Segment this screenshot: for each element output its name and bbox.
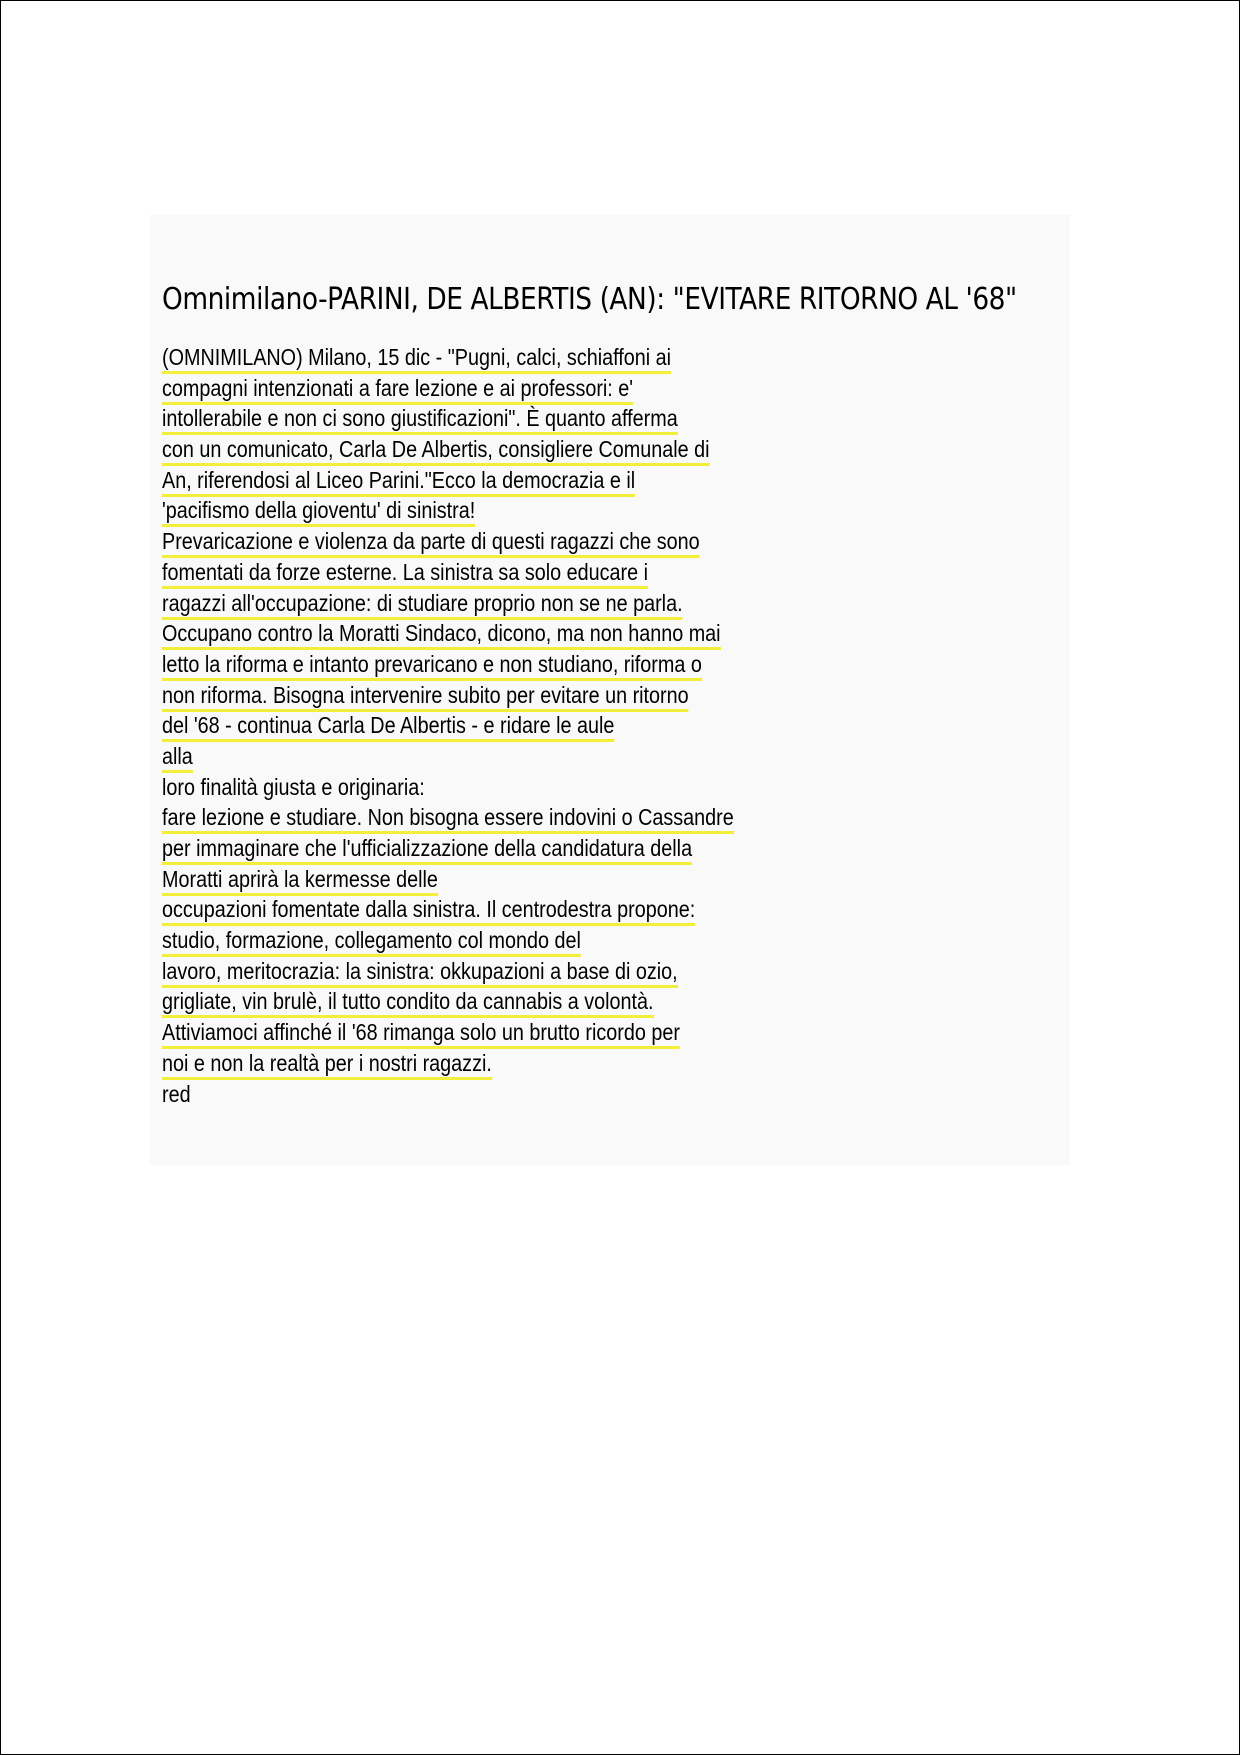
- signature-line: red: [162, 1080, 191, 1107]
- body-line: ragazzi all'occupazione: di studiare proprio non se ne parla.: [162, 589, 734, 620]
- body-line: An, riferendosi al Liceo Parini."Ecco la democrazia e il: [162, 466, 734, 497]
- body-line: fomentati da forze esterne. La sinistra sa solo educare i: [162, 558, 734, 589]
- body-line: fare lezione e studiare. Non bisogna essere indovini o Cassandre: [162, 803, 734, 834]
- body-line: loro finalità giusta e originaria:: [162, 773, 425, 800]
- body-line: Prevaricazione e violenza da parte di questi ragazzi che sono: [162, 527, 734, 558]
- body-line: 'pacifismo della gioventu' di sinistra!: [162, 496, 734, 527]
- body-line: studio, formazione, collegamento col mondo del: [162, 926, 734, 957]
- article-title: Omnimilano-PARINI, DE ALBERTIS (AN): "EVITARE RITORNO AL '68": [162, 282, 1017, 317]
- body-line: con un comunicato, Carla De Albertis, consigliere Comunale di: [162, 435, 734, 466]
- article-body: [162, 343, 827, 1110]
- body-line: noi e non la realtà per i nostri ragazzi.: [162, 1049, 734, 1080]
- body-line: Occupano contro la Moratti Sindaco, dicono, ma non hanno mai: [162, 619, 734, 650]
- body-line: Attiviamoci affinché il '68 rimanga solo un brutto ricordo per: [162, 1018, 734, 1049]
- body-line: compagni intenzionati a fare lezione e ai professori: e': [162, 374, 734, 405]
- body-line: letto la riforma e intanto prevaricano e non studiano, riforma o: [162, 650, 734, 681]
- body-line: (OMNIMILANO) Milano, 15 dic - "Pugni, calci, schiaffoni ai: [162, 343, 734, 374]
- body-line: Moratti aprirà la kermesse delle: [162, 865, 734, 896]
- body-line: non riforma. Bisogna intervenire subito per evitare un ritorno: [162, 681, 734, 712]
- body-line: occupazioni fomentate dalla sinistra. Il centrodestra propone:: [162, 895, 734, 926]
- body-line: per immaginare che l'ufficializzazione della candidatura della: [162, 834, 734, 865]
- body-line: del '68 - continua Carla De Albertis - e ridare le aule: [162, 711, 734, 742]
- body-line: alla: [162, 742, 734, 773]
- body-line: lavoro, meritocrazia: la sinistra: okkupazioni a base di ozio,: [162, 957, 734, 988]
- body-line: intollerabile e non ci sono giustificazioni". È quanto afferma: [162, 404, 734, 435]
- body-line: grigliate, vin brulè, il tutto condito da cannabis a volontà.: [162, 987, 734, 1018]
